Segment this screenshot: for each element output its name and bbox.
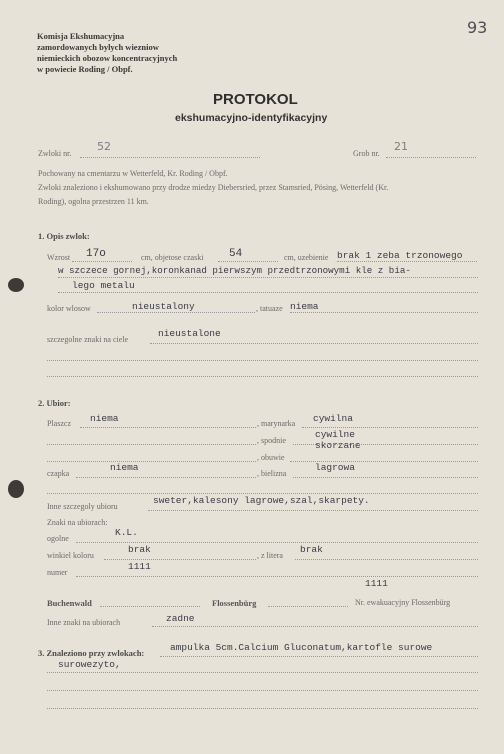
litera-value: brak (300, 544, 323, 555)
flossenburg-label: Flossenbürg (212, 598, 257, 608)
obuwie-label: , obuwie (257, 453, 285, 462)
plaszcz-label: Plaszcz (47, 419, 71, 428)
section-3-heading: 3. Znaleziono przy zwlokach: (38, 648, 145, 658)
znaki-label: szczegolne znaki na ciele (47, 335, 129, 344)
zwloki-value: 52 (97, 140, 111, 153)
wlosy-label: kolor wlosow (47, 304, 91, 313)
tatuaze-value: niema (290, 301, 319, 312)
znaleziono-line-2: surowezyto, (58, 659, 121, 670)
header-line-4: w powiecie Roding / Obpf. (37, 64, 133, 74)
wzrost-value: 17o (86, 248, 106, 260)
winkiel-label: winkiel koloru (47, 551, 94, 560)
punch-hole-top (8, 278, 24, 292)
buchenwald-label: Buchenwald (47, 598, 92, 608)
znaki-value: nieustalone (158, 328, 221, 339)
spodnie-value-2: skorzane (315, 440, 361, 451)
section-1-heading: 1. Opis zwlok: (38, 231, 90, 241)
intro-line-1: Pochowany na cmentarzu w Wetterfeld, Kr. Roding / Obpf. (38, 169, 228, 178)
wlosy-value: nieustalony (132, 301, 195, 312)
czapka-label: czapka (47, 469, 70, 478)
znaki-ubior-label: Znaki na ubiorach: (47, 518, 108, 527)
znaleziono-line-1: ampulka 5cm.Calcium Gluconatum,kartofle surowe (170, 642, 433, 653)
section-2-heading: 2. Ubior: (38, 398, 71, 408)
document-title: PROTOKOL (213, 91, 298, 108)
document-subtitle: ekshumacyjno-identyfikacyjny (175, 112, 328, 124)
wzrost-cm-label: cm, objetose czaski (141, 253, 204, 262)
czaska-value: 54 (229, 248, 243, 260)
ogolne-value: K.L. (115, 527, 138, 538)
uzebienie-line-2: w szczece gornej,koronkanad pierwszym przedtrzonowymi kle z bia- (58, 265, 411, 276)
zwloki-label: Zwloki nr. (38, 149, 72, 158)
litera-label: , z litera (257, 551, 283, 560)
uzebienie-line-3: lego metalu (72, 280, 135, 291)
header-line-2: zamordowanych bylych wiezniow (37, 42, 159, 52)
punch-hole-bottom (8, 480, 24, 498)
ogolne-label: ogolne (47, 534, 69, 543)
marynarka-label: , marynarka (257, 419, 296, 428)
plaszcz-value: niema (90, 413, 119, 424)
numer-label: numer (47, 568, 68, 577)
intro-line-3: Roding), ogolna przestrzen 11 km. (38, 197, 149, 206)
header-line-1: Komisja Ekshumacyjna (37, 31, 125, 41)
grob-label: Grob nr. (353, 149, 380, 158)
spodnie-label: , spodnie (257, 436, 286, 445)
czapka-value: niema (110, 462, 139, 473)
tatuaze-label: , tatuaze (256, 304, 283, 313)
nr-ewakuacyjny-label: Nr. ewakuacyjny Flossenbürg (355, 598, 451, 607)
grob-value: 21 (394, 140, 408, 153)
wzrost-label: Wzrost (47, 253, 71, 262)
intro-line-2: Zwloki znaleziono i ekshumowano przy drodze miedzy Diebersried, przez Stamsried, Pösing, Wetterfeld (Kr. (38, 183, 389, 192)
inne-szczegoly-label: Inne szczegoly ubioru (47, 502, 118, 511)
bielizna-value: lagrowa (315, 462, 355, 473)
page-number: 93 (467, 18, 488, 37)
bielizna-label: , bielizna (257, 469, 287, 478)
inne-znaki-value: zadne (166, 613, 195, 624)
uzebienie-line-1: brak 1 zeba trzonowego (337, 250, 463, 261)
header-line-3: niemieckich obozow koncentracyjnych (37, 53, 178, 63)
czaska-cm-label: cm, uzebienie (284, 253, 329, 262)
numer-value: 1111 (128, 561, 151, 572)
inne-szczegoly-value: sweter,kalesony lagrowe,szal,skarpety. (153, 495, 370, 506)
winkiel-value: brak (128, 544, 151, 555)
marynarka-value: cywilna (313, 413, 353, 424)
inne-znaki-label: Inne znaki na ubiorach (47, 618, 121, 627)
nr-ewakuacyjny-value: 1111 (365, 578, 388, 589)
spodnie-value-1: cywilne (315, 429, 355, 440)
